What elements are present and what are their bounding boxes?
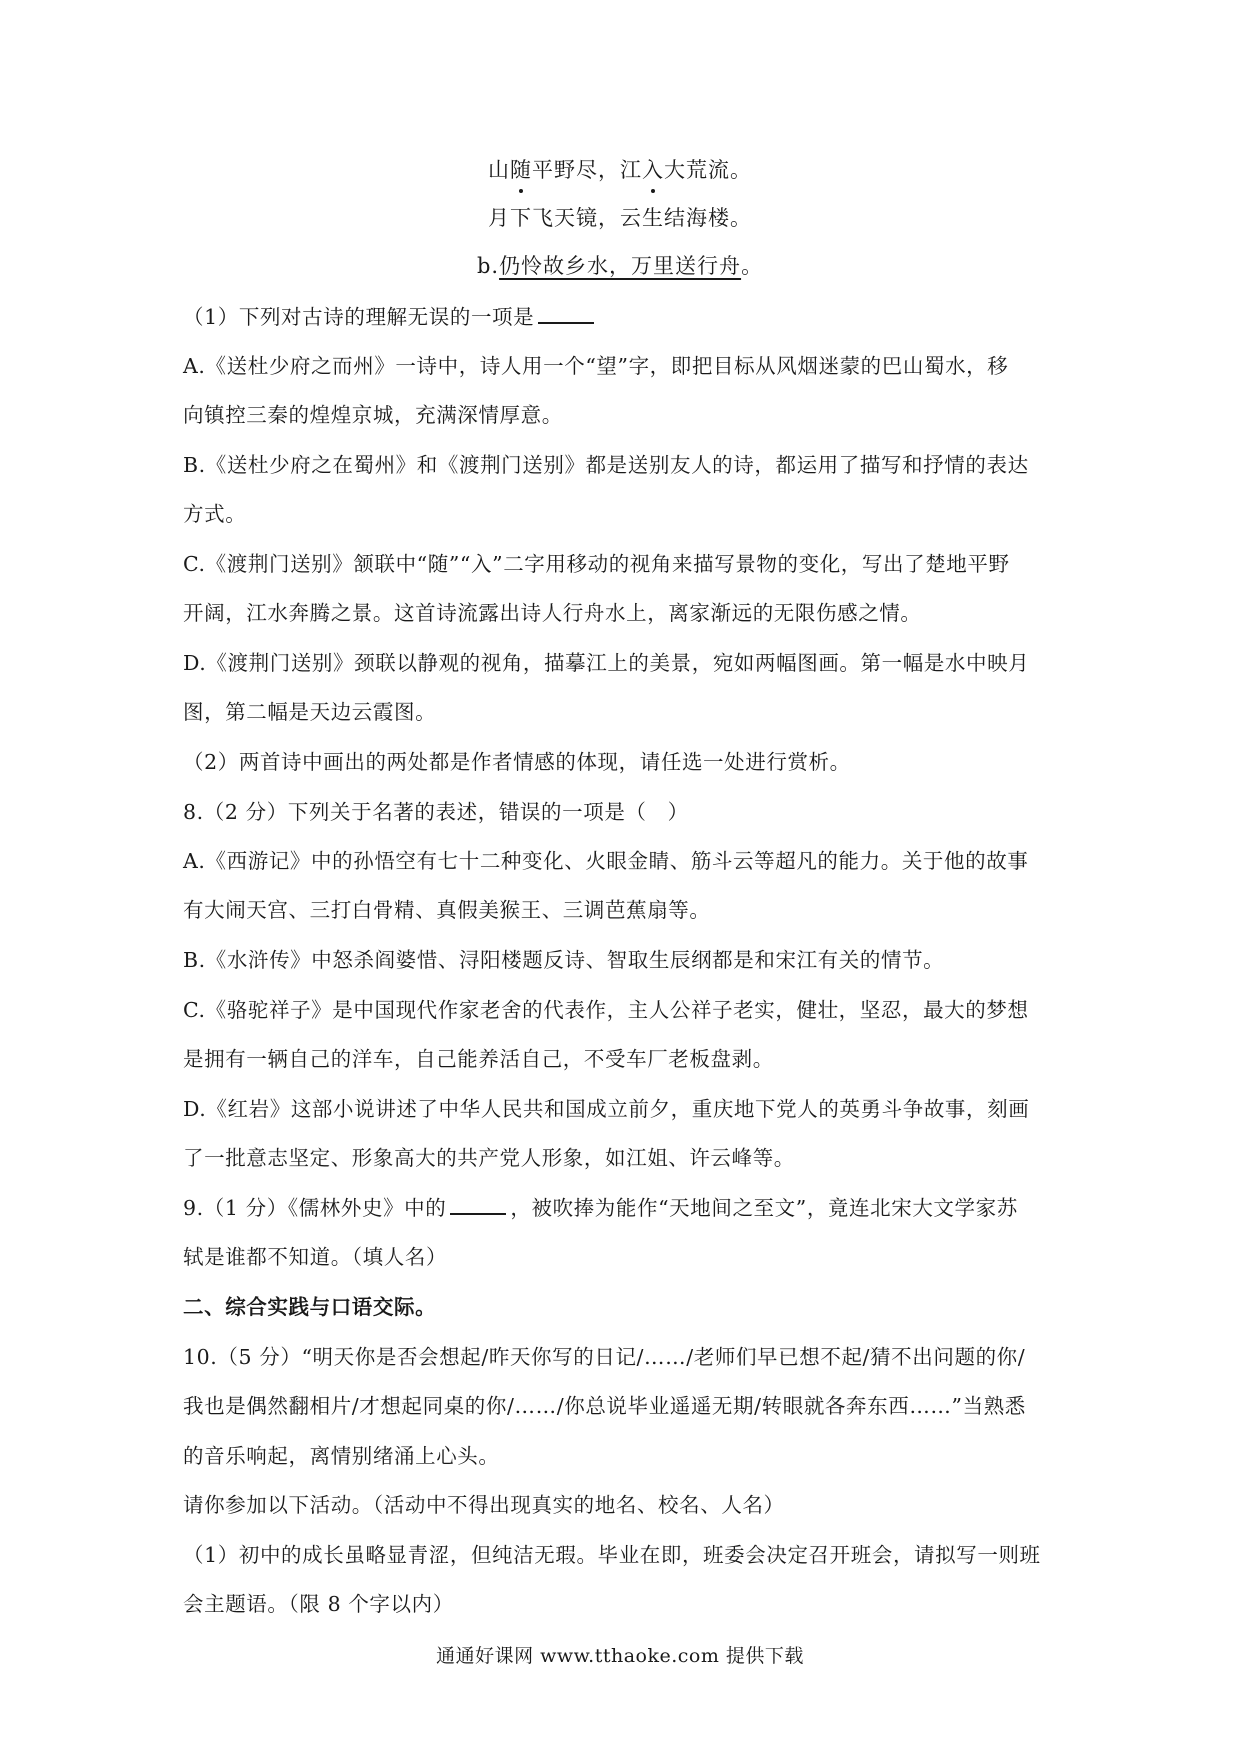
q8-option-c-line2: 是拥有一辆自己的洋车，自己能养活自己，不受车厂老板盘剥。 — [183, 1047, 774, 1071]
q7-option-d-line1: D.《渡荆门送别》颈联以静观的视角，描摹江上的美景，宛如两幅图画。第一幅是水中映月 — [183, 651, 1030, 675]
q7-option-c-line1: C.《渡荆门送别》颔联中“随”“入”二字用移动的视角来描写景物的变化，写出了楚地平野 — [183, 552, 1010, 576]
q7-sub2: （2）两首诗中画出的两处都是作者情感的体现，请任选一处进行赏析。 — [183, 750, 851, 774]
answer-blank — [538, 304, 594, 324]
underlined-poem-text: 仍怜故乡水，万里送行舟 — [499, 254, 742, 278]
answer-blank — [450, 1195, 506, 1215]
q7-sub1 — [183, 300, 1063, 330]
emphasis-char: 入 — [642, 154, 664, 184]
q10-sub1-line2: 会主题语。（限 8 个字以内） — [183, 1592, 454, 1616]
poem-text: 大荒流。 — [664, 158, 752, 182]
q7-option-b-line2: 方式。 — [183, 502, 247, 526]
q10-sub1-line1: （1）初中的成长虽略显青涩，但纯洁无瑕。毕业在即，班委会决定召开班会，请拟写一则班 — [183, 1543, 1041, 1567]
q7-option-c-line2: 开阔，江水奔腾之景。这首诗流露出诗人行舟水上，离家渐远的无限伤感之情。 — [183, 601, 922, 625]
poem-text: 。 — [741, 254, 764, 278]
question-text: （1）下列对古诗的理解无误的一项是 — [183, 305, 535, 329]
q10-line1: 10.（5 分）“明天你是否会想起/昨天你写的日记/……/老师们早已想不起/猜不出问题的你/ — [183, 1345, 1026, 1369]
q8-option-a-line1: A.《西游记》中的孙悟空有七十二种变化、火眼金睛、筋斗云等超凡的能力。关于他的故事 — [183, 849, 1029, 873]
question-text: ，被吹捧为能作“天地间之至文”，竟连北宋大文学家苏 — [510, 1196, 1018, 1220]
page-footer: 通通好课网 www.tthaoke.com 提供下载 — [436, 1645, 804, 1667]
q7-option-d-line2: 图，第二幅是天边云霞图。 — [183, 700, 437, 724]
q10-line3: 的音乐响起，离情别绪涌上心头。 — [183, 1444, 500, 1468]
q8-stem: 8.（2 分）下列关于名著的表述，错误的一项是（ ） — [183, 800, 689, 824]
poem-text: 山 — [488, 158, 510, 182]
q8-option-b: B.《水浒传》中怒杀阎婆惜、浔阳楼题反诗、智取生辰纲都是和宋江有关的情节。 — [183, 948, 945, 972]
q9-line1 — [183, 1191, 1063, 1221]
poem-label: b. — [476, 254, 500, 278]
q8-option-c-line1: C.《骆驼祥子》是中国现代作家老舍的代表作，主人公祥子老实，健壮，坚忍，最大的梦想 — [183, 998, 1029, 1022]
q8-option-d-line2: 了一批意志坚定、形象高大的共产党人形象，如江姐、许云峰等。 — [183, 1146, 795, 1170]
q7-option-a-line1: A.《送杜少府之而州》一诗中，诗人用一个“望”字，即把目标从风烟迷蒙的巴山蜀水，移 — [183, 354, 1009, 378]
q9-line2: 轼是谁都不知道。（填人名） — [183, 1245, 448, 1269]
question-text: 9.（1 分）《儒林外史》中的 — [183, 1196, 447, 1220]
q8-option-a-line2: 有大闹天宫、三打白骨精、真假美猴王、三调芭蕉扇等。 — [183, 898, 711, 922]
q7-option-b-line1: B.《送杜少府之在蜀州》和《渡荆门送别》都是送别友人的诗，都运用了描写和抒情的表达 — [183, 453, 1029, 477]
poem-text: 平野尽，江 — [532, 158, 642, 182]
q7-option-a-line2: 向镇控三秦的煌煌京城，充满深情厚意。 — [183, 403, 563, 427]
section-heading: 二、综合实践与口语交际。 — [183, 1295, 437, 1319]
emphasis-char: 随 — [510, 154, 532, 184]
poem-line-1 — [0, 154, 1240, 184]
q10-line2: 我也是偶然翻相片/才想起同桌的你/……/你总说毕业遥遥无期/转眼就各奔东西……”当熟悉 — [183, 1394, 1026, 1418]
q10-instruction: 请你参加以下活动。（活动中不得出现真实的地名、校名、人名） — [183, 1493, 785, 1517]
q8-option-d-line1: D.《红岩》这部小说讲述了中华人民共和国成立前夕，重庆地下党人的英勇斗争故事，刻画 — [183, 1097, 1030, 1121]
poem-line-2: 月下飞天镜，云生结海楼。 — [488, 206, 752, 230]
poem-line-3 — [0, 250, 1240, 280]
